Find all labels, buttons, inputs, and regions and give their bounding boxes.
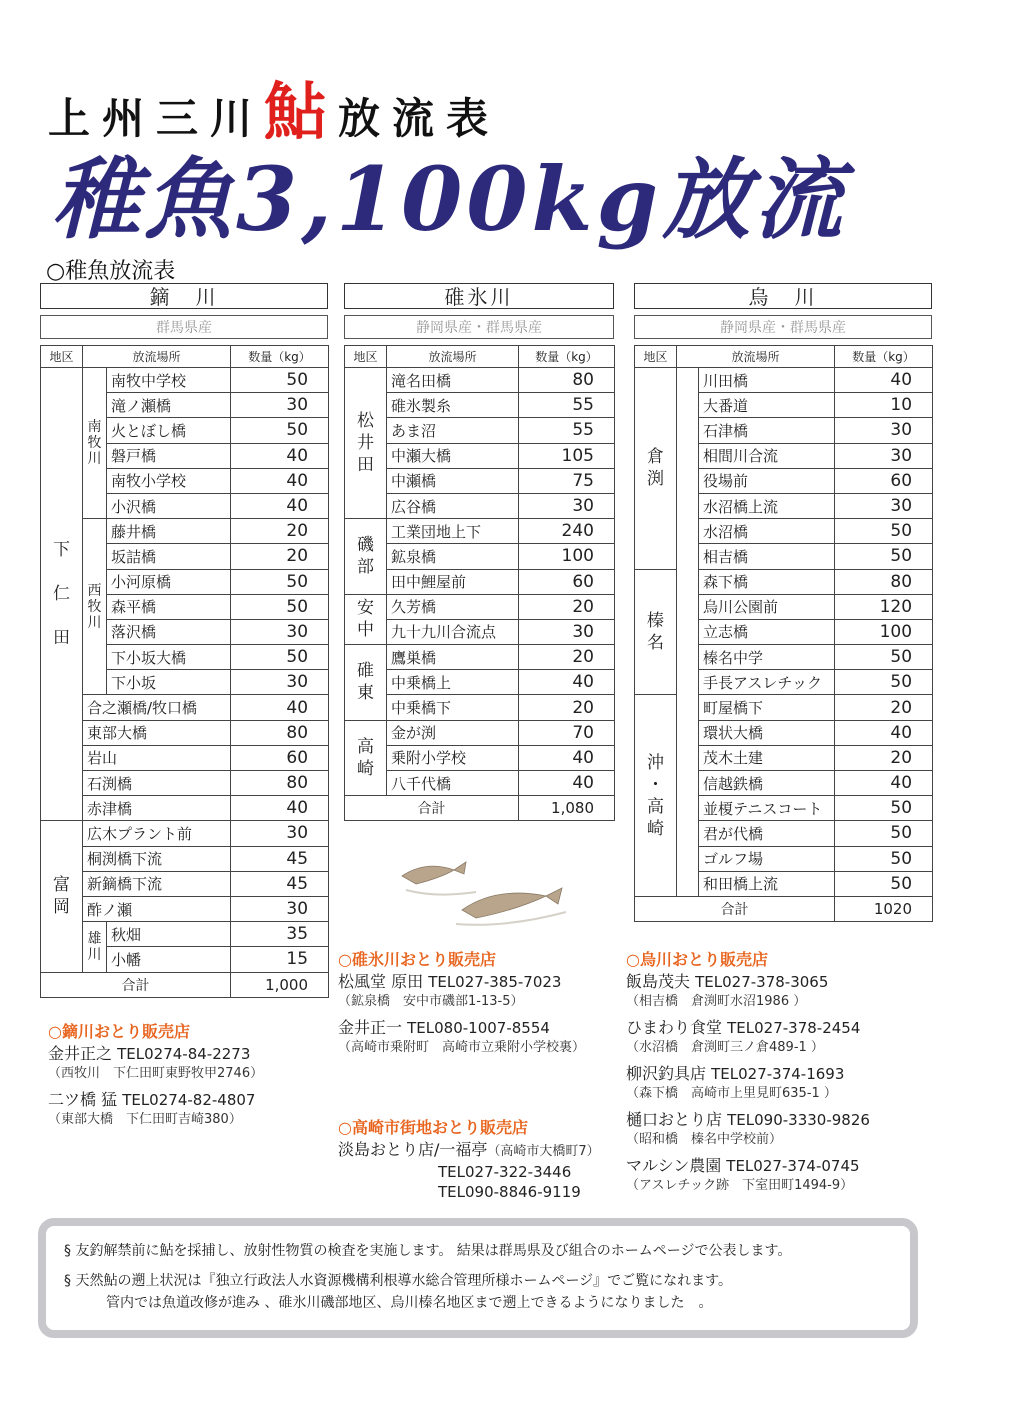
district-cell: 倉 渕 (635, 368, 677, 570)
quantity-cell: 55 (519, 418, 615, 443)
place-cell: 久芳橋 (387, 594, 519, 619)
quantity-cell: 30 (231, 393, 329, 418)
place-cell: 下小坂大橋 (107, 645, 231, 670)
shop-address: （水沼橋 倉渕町三ノ倉489-1 ） (626, 1040, 824, 1055)
place-cell: 乗附小学校 (387, 745, 519, 770)
place-cell: 榛名中学 (699, 645, 835, 670)
table-row (41, 695, 329, 720)
column-header: 地区 (41, 346, 83, 368)
district-cell: 磯 部 (345, 519, 387, 595)
note-item: § 友釣解禁前に鮎を採捕し、放射性物質の検査を実施します。 結果は群馬県及び組合のホームページで公表します。 (64, 1243, 792, 1259)
quantity-cell: 40 (519, 670, 615, 695)
place-cell: 広木プラント前 (83, 821, 231, 846)
shop-phone: TEL027-322-3446 (438, 1163, 572, 1181)
quantity-cell: 30 (231, 619, 329, 644)
place-cell: 石津橋 (699, 418, 835, 443)
quantity-cell: 20 (519, 695, 615, 720)
quantity-cell: 50 (231, 368, 329, 393)
place-cell: 和田橋上流 (699, 871, 835, 896)
place-cell: 水沼橋 (699, 519, 835, 544)
kabura-river-table (40, 283, 328, 998)
total-row (635, 896, 933, 921)
usui-shops (338, 950, 628, 1064)
fish-body (462, 893, 546, 918)
table-row (41, 922, 329, 947)
place-cell: 滝名田橋 (387, 368, 519, 393)
note-item: § 天然鮎の遡上状況は『独立行政法人水資源機構利根導水総合管理所様ホームページ』でご覧になれます。 (64, 1273, 733, 1289)
place-cell: 東部大橋 (83, 720, 231, 745)
quantity-cell: 240 (519, 519, 615, 544)
place-cell: 手長アスレチック (699, 670, 835, 695)
shop-phone: TEL027-378-3065 (695, 973, 829, 991)
shops-title: ○碓氷川おとり販売店 (338, 950, 496, 969)
total-label: 合計 (635, 896, 835, 921)
subdistrict-cell (677, 368, 699, 897)
shop-address: （昭和橋 榛名中学校前） (626, 1132, 783, 1147)
quantity-cell: 30 (231, 896, 329, 921)
table-row (345, 368, 615, 393)
place-cell: 下小坂 (107, 670, 231, 695)
place-cell: 南牧小学校 (107, 468, 231, 493)
quantity-cell: 80 (835, 569, 933, 594)
quantity-cell: 100 (519, 544, 615, 569)
shop-name: 二ツ橋 猛 (48, 1090, 118, 1109)
quantity-cell: 40 (231, 468, 329, 493)
place-cell: 森平橋 (107, 594, 231, 619)
column-header: 数量（kg） (231, 346, 329, 368)
quantity-cell: 80 (231, 771, 329, 796)
section-title: ○稚魚放流表 (46, 259, 176, 284)
table-row (635, 368, 933, 393)
quantity-cell: 55 (519, 393, 615, 418)
page-title: 上州三川鮎放流表 (48, 75, 501, 148)
district-cell: 碓 東 (345, 645, 387, 721)
origin-label: 静岡県産・群馬県産 (344, 315, 614, 339)
table-row (41, 368, 329, 393)
place-cell: 藤井橋 (107, 519, 231, 544)
quantity-cell: 50 (231, 569, 329, 594)
shop-name: 柳沢釣具店 (626, 1064, 707, 1083)
total-value: 1,080 (519, 796, 615, 821)
quantity-cell: 105 (519, 443, 615, 468)
place-cell: 岩山 (83, 745, 231, 770)
place-cell: 町屋橋下 (699, 695, 835, 720)
shop-name: 松風堂 原田 (338, 972, 424, 991)
place-cell: 九十九川合流点 (387, 619, 519, 644)
takasaki-shops (338, 1118, 628, 1202)
table-row (41, 519, 329, 544)
place-cell: 中瀬橋 (387, 468, 519, 493)
place-cell: ゴルフ場 (699, 846, 835, 871)
shop-name: ひまわり食堂 (626, 1018, 723, 1037)
place-cell: 中瀬大橋 (387, 443, 519, 468)
quantity-cell: 30 (835, 418, 933, 443)
place-cell: 中乗橋上 (387, 670, 519, 695)
place-cell: 八千代橋 (387, 771, 519, 796)
total-label: 合計 (41, 972, 231, 997)
place-cell: 田中鯉屋前 (387, 569, 519, 594)
place-cell: 立志橋 (699, 619, 835, 644)
place-cell: 小幡 (107, 947, 231, 972)
shop-address: （西牧川 下仁田町東野牧甲2746） (48, 1066, 264, 1081)
place-cell: 小沢橋 (107, 493, 231, 518)
shop-phone: TEL090-3330-9826 (727, 1111, 870, 1129)
column-header: 放流場所 (83, 346, 231, 368)
column-header: 放流場所 (387, 346, 519, 368)
district-cell: 榛 名 (635, 569, 677, 695)
table-row (345, 645, 615, 670)
quantity-cell: 75 (519, 468, 615, 493)
quantity-cell: 50 (835, 821, 933, 846)
place-cell: 信越鉄橋 (699, 771, 835, 796)
place-cell: 相間川合流 (699, 443, 835, 468)
place-cell: 石渕橋 (83, 771, 231, 796)
quantity-cell: 40 (835, 720, 933, 745)
place-cell: 金が渕 (387, 720, 519, 745)
quantity-cell: 40 (835, 771, 933, 796)
table-row (345, 519, 615, 544)
fish-body (402, 866, 454, 884)
quantity-cell: 50 (835, 796, 933, 821)
district-cell: 下 仁 田 (41, 368, 83, 821)
quantity-cell: 60 (231, 745, 329, 770)
place-cell: 工業団地上下 (387, 519, 519, 544)
shop-address: （鉱泉橋 安中市磯部1-13-5） (338, 994, 524, 1009)
kabura-shops (48, 1022, 328, 1136)
table-row (41, 896, 329, 921)
subdistrict-cell: 西 牧 川 (83, 519, 107, 695)
district-cell: 安 中 (345, 594, 387, 644)
column-header: 数量（kg） (519, 346, 615, 368)
subdistrict-cell: 雄 川 (83, 922, 107, 972)
place-cell: 合之瀬橋/牧口橋 (83, 695, 231, 720)
quantity-cell: 60 (519, 569, 615, 594)
place-cell: 広谷橋 (387, 493, 519, 518)
quantity-cell: 40 (231, 695, 329, 720)
place-cell: 茂木土建 (699, 745, 835, 770)
table-row (41, 796, 329, 821)
quantity-cell: 50 (835, 846, 933, 871)
fish-tail (546, 888, 562, 904)
place-cell: 鷹巣橋 (387, 645, 519, 670)
shops-title: ○烏川おとり販売店 (626, 950, 768, 969)
quantity-cell: 50 (835, 645, 933, 670)
district-cell: 松 井 田 (345, 368, 387, 519)
table-row (41, 821, 329, 846)
quantity-cell: 50 (835, 544, 933, 569)
place-cell: 烏川公園前 (699, 594, 835, 619)
shop-phone: TEL027-374-0745 (726, 1157, 860, 1175)
quantity-cell: 30 (519, 619, 615, 644)
quantity-cell: 50 (231, 594, 329, 619)
quantity-cell: 80 (519, 368, 615, 393)
quantity-cell: 40 (231, 796, 329, 821)
quantity-cell: 20 (835, 745, 933, 770)
total-value: 1020 (835, 896, 933, 921)
shop-name: 淡島おとり店/一福亭 (338, 1140, 488, 1159)
notes-box (38, 1218, 918, 1338)
place-cell: あま沼 (387, 418, 519, 443)
table-row (41, 720, 329, 745)
quantity-cell: 50 (835, 519, 933, 544)
shop-address: （相吉橋 倉渕町水沼1986 ） (626, 994, 807, 1009)
shop-name: 金井正之 (48, 1044, 113, 1063)
place-cell: 坂詰橋 (107, 544, 231, 569)
place-cell: 水沼橋上流 (699, 493, 835, 518)
usui-river-table (344, 283, 614, 821)
place-cell: 碓氷製糸 (387, 393, 519, 418)
column-header: 地区 (345, 346, 387, 368)
quantity-cell: 40 (231, 443, 329, 468)
place-cell: 秋畑 (107, 922, 231, 947)
column-header: 数量（kg） (835, 346, 933, 368)
quantity-cell: 20 (231, 544, 329, 569)
river-name: 烏 川 (634, 283, 932, 309)
river-name: 碓氷川 (344, 283, 614, 309)
district-cell: 高 崎 (345, 720, 387, 796)
place-cell: 森下橋 (699, 569, 835, 594)
quantity-cell: 10 (835, 393, 933, 418)
ayu-fish-illustration (396, 852, 586, 932)
place-cell: 落沢橋 (107, 619, 231, 644)
quantity-cell: 120 (835, 594, 933, 619)
shop-phone: TEL0274-82-4807 (122, 1091, 256, 1109)
district-cell: 沖 ・ 高 崎 (635, 695, 677, 897)
column-header: 放流場所 (677, 346, 835, 368)
place-cell: 役場前 (699, 468, 835, 493)
quantity-cell: 50 (835, 871, 933, 896)
quantity-cell: 30 (835, 443, 933, 468)
shop-phone: TEL027-374-1693 (711, 1065, 845, 1083)
place-cell: 酢ノ瀬 (83, 896, 231, 921)
place-cell: 環状大橋 (699, 720, 835, 745)
quantity-cell: 80 (231, 720, 329, 745)
note-item: 管内では魚道改修が進み 、碓氷川磯部地区、烏川榛名地区まで遡上できるようになりました 。 (106, 1295, 713, 1311)
quantity-cell: 30 (231, 670, 329, 695)
quantity-cell: 40 (231, 493, 329, 518)
quantity-cell: 50 (231, 645, 329, 670)
place-cell: 大番道 (699, 393, 835, 418)
origin-label: 群馬県産 (40, 315, 328, 339)
quantity-cell: 45 (231, 871, 329, 896)
quantity-cell: 15 (231, 947, 329, 972)
table-row (41, 871, 329, 896)
water-ripple (406, 890, 476, 895)
place-cell: 桐渕橋下流 (83, 846, 231, 871)
quantity-cell: 40 (519, 745, 615, 770)
place-cell: 君が代橋 (699, 821, 835, 846)
place-cell: 並榎テニスコート (699, 796, 835, 821)
subdistrict-cell: 南 牧 川 (83, 368, 107, 519)
place-cell: 相吉橋 (699, 544, 835, 569)
karasu-shops (626, 950, 926, 1202)
total-row (345, 796, 615, 821)
release-table (634, 345, 933, 922)
shop-name: 樋口おとり店 (626, 1110, 723, 1129)
place-cell: 南牧中学校 (107, 368, 231, 393)
shop-address: （高崎市大橋町7） (487, 1144, 600, 1159)
shop-phone: TEL080-1007-8554 (407, 1019, 550, 1037)
quantity-cell: 20 (519, 594, 615, 619)
headline: 稚魚3,100kg放流 (52, 147, 847, 251)
shop-phone: TEL090-8846-9119 (438, 1183, 581, 1201)
shop-address: （アスレチック跡 下室田町1494-9） (626, 1178, 854, 1193)
quantity-cell: 40 (835, 368, 933, 393)
place-cell: 川田橋 (699, 368, 835, 393)
place-cell: 鉱泉橋 (387, 544, 519, 569)
shop-address: （東部大橋 下仁田町吉崎380） (48, 1112, 242, 1127)
quantity-cell: 60 (835, 468, 933, 493)
shop-name: 金井正一 (338, 1018, 403, 1037)
table-row (41, 846, 329, 871)
fish-tail (454, 862, 466, 874)
table-row (41, 771, 329, 796)
river-name: 鏑 川 (40, 283, 328, 309)
quantity-cell: 20 (231, 519, 329, 544)
place-cell: 新鏑橋下流 (83, 871, 231, 896)
place-cell: 磐戸橋 (107, 443, 231, 468)
district-cell: 富 岡 (41, 821, 83, 972)
release-table (40, 345, 329, 998)
quantity-cell: 20 (519, 645, 615, 670)
table-row (345, 594, 615, 619)
quantity-cell: 30 (835, 493, 933, 518)
quantity-cell: 50 (835, 670, 933, 695)
place-cell: 赤津橋 (83, 796, 231, 821)
quantity-cell: 30 (231, 821, 329, 846)
column-header: 地区 (635, 346, 677, 368)
total-label: 合計 (345, 796, 519, 821)
place-cell: 小河原橋 (107, 569, 231, 594)
total-value: 1,000 (231, 972, 329, 997)
shop-address: （森下橋 高崎市上里見町635-1 ） (626, 1086, 837, 1101)
quantity-cell: 30 (519, 493, 615, 518)
shop-name: 飯島茂夫 (626, 972, 691, 991)
shop-name: マルシン農園 (626, 1156, 722, 1175)
shop-phone: TEL027-385-7023 (428, 973, 562, 991)
quantity-cell: 70 (519, 720, 615, 745)
quantity-cell: 20 (835, 695, 933, 720)
total-row (41, 972, 329, 997)
place-cell: 中乗橋下 (387, 695, 519, 720)
shops-title: ○高崎市街地おとり販売店 (338, 1118, 528, 1137)
quantity-cell: 100 (835, 619, 933, 644)
table-row (345, 720, 615, 745)
release-table (344, 345, 615, 821)
quantity-cell: 45 (231, 846, 329, 871)
shop-phone: TEL0274-84-2273 (117, 1045, 251, 1063)
shops-title: ○鏑川おとり販売店 (48, 1022, 190, 1041)
shop-phone: TEL027-378-2454 (727, 1019, 861, 1037)
karasu-river-table (634, 283, 932, 922)
place-cell: 滝ノ瀬橋 (107, 393, 231, 418)
origin-label: 静岡県産・群馬県産 (634, 315, 932, 339)
quantity-cell: 40 (519, 771, 615, 796)
quantity-cell: 35 (231, 922, 329, 947)
shop-address: （高崎市乗附町 高崎市立乗附小学校裏） (338, 1040, 586, 1055)
quantity-cell: 50 (231, 418, 329, 443)
place-cell: 火とぼし橋 (107, 418, 231, 443)
table-row (41, 745, 329, 770)
